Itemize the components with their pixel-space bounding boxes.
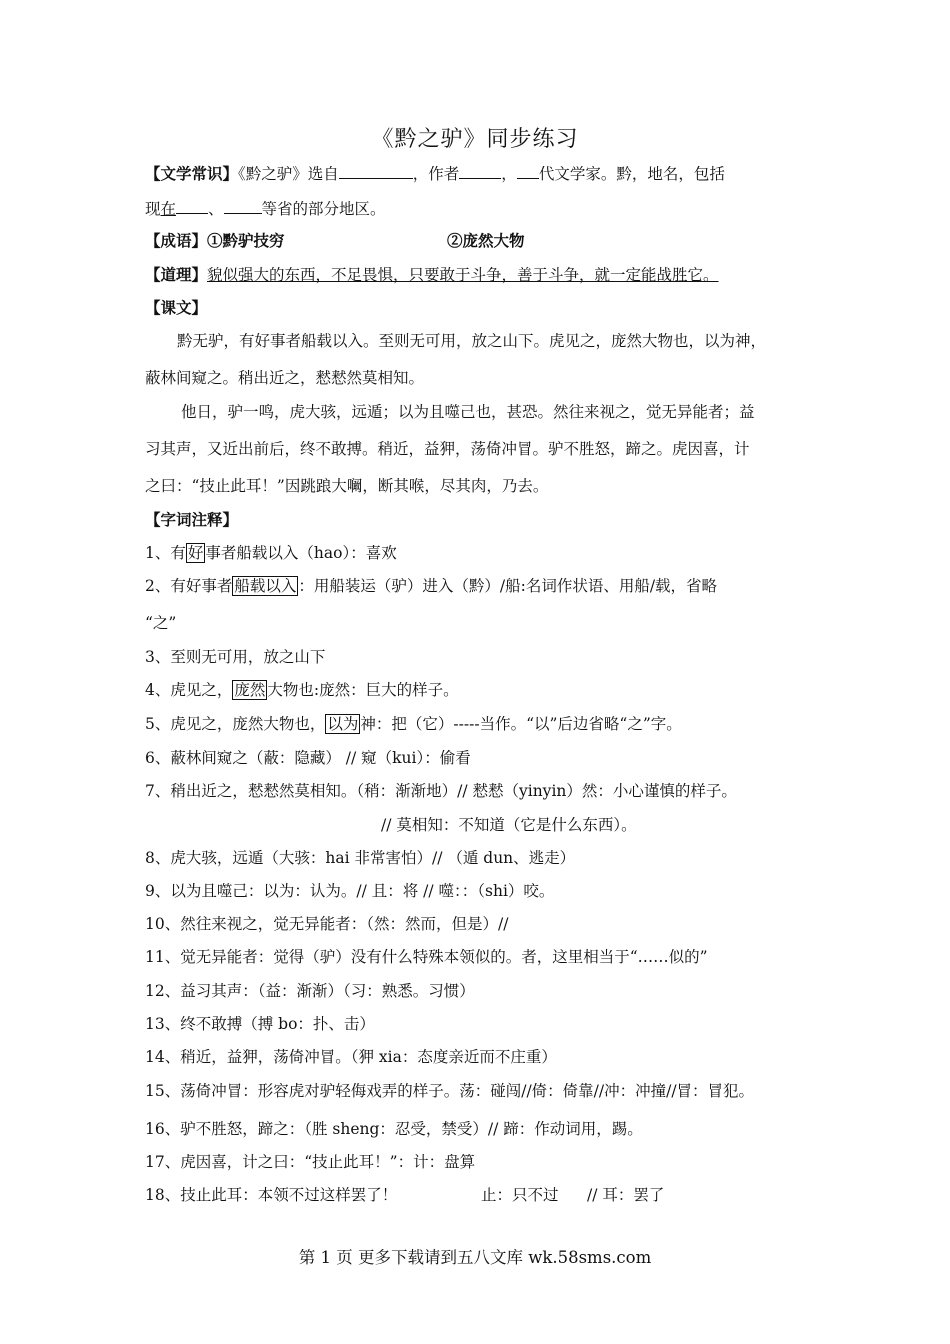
note-6: 6、蔽林间窥之（蔽：隐藏） // 窥（kui）：偷看 xyxy=(145,749,471,767)
note-17: 17、虎因喜，计之曰：“技止此耳！”：计：盘算 xyxy=(145,1153,476,1171)
note-9: 9、以为且噬己：以为：认为。// 且：将 // 噬：：（shi）咬。 xyxy=(145,882,555,900)
knowledge-line-2: 现在 、 等省的部分地区。 xyxy=(145,197,386,220)
moral-label: 【道理】 xyxy=(145,265,208,284)
note-13: 13、终不敢搏（搏 bo：扑、击） xyxy=(145,1015,375,1033)
note-15: 15、荡倚冲冒：形容虎对驴轻侮戏弄的样子。荡：碰闯//倚：倚靠//冲：冲撞//冒：冒犯。 xyxy=(145,1082,755,1100)
note-16: 16、驴不胜怒，蹄之：（胜 sheng：忍受，禁受）// 蹄：作动词用，踢。 xyxy=(145,1120,643,1138)
note-1: 1、有 好 事者船载以入（hao）：喜欢 xyxy=(145,544,397,562)
note-2: 2、有好事者 船载以入 ：用船装运（驴）进入（黔）/船:名词作状语、用船/载，省略 xyxy=(145,577,718,595)
knowledge-line-1: 【文学常识】《黔之驴》选自 ，作者 ， 代文学家。黔，地名，包括 xyxy=(145,164,725,183)
note-11: 11、觉无异能者：觉得（驴）没有什么特殊本领似的。者，这里相当于“……似的” xyxy=(145,948,708,966)
page-title: 《黔之驴》同步练习 xyxy=(371,127,579,152)
note-2-cont: “之” xyxy=(145,614,177,632)
note-18: 18、技止此耳：本领不过这样罢了！ xyxy=(145,1186,398,1204)
page-footer: 第 1 页 更多下载请到五八文库 wk.58sms.com xyxy=(298,1248,652,1267)
idiom-2: ②庞然大物 xyxy=(447,231,525,250)
notes-label: 【字词注释】 xyxy=(145,510,239,529)
blank-dynasty xyxy=(517,162,539,179)
note-10: 10、然往来视之，觉无异能者：（然：然而，但是）// xyxy=(145,915,509,933)
text-para-2c: 之曰：“技止此耳！”因跳踉大㘎，断其喉，尽其肉，乃去。 xyxy=(145,477,549,495)
moral-line xyxy=(145,264,719,286)
blank-province-2 xyxy=(224,197,262,214)
note-8: 8、虎大骇，远遁（大骇：hai 非常害怕）// （遁 dun、逃走） xyxy=(145,849,576,867)
blank-province-1 xyxy=(176,197,208,214)
note-18-c: // 耳：罢了 xyxy=(587,1186,665,1204)
note-4: 4、虎见之， 庞然 大物也:庞然：巨大的样子。 xyxy=(145,681,459,699)
note-18-b: 止：只不过 xyxy=(481,1186,559,1204)
note-7-cont: // 莫相知：不知道（它是什么东西）。 xyxy=(381,816,637,834)
idiom-1: ①黔驴技穷 xyxy=(207,231,285,250)
note-7: 7、稍出近之，慭慭然莫相知。（稍：渐渐地）// 慭慭（yinyin）然：小心谨慎的样子。 xyxy=(145,782,737,800)
text-para-1a: 黔无驴，有好事者船载以入。至则无可用，放之山下。虎见之，庞然大物也，以为神， xyxy=(177,332,767,350)
text-label: 【课文】 xyxy=(145,298,208,317)
note-5: 5、虎见之，庞然大物也， 以为 神：把（它）-----当作。“以”后边省略“之”字。 xyxy=(145,715,682,733)
moral-text: 貌似强大的东西，不足畏惧，只要敢于斗争，善于斗争，就一定能战胜它。 xyxy=(207,266,719,284)
note-3: 3、至则无可用，放之山下 xyxy=(145,648,326,666)
idioms-label: 【成语】 xyxy=(145,231,208,250)
blank-author xyxy=(459,162,501,179)
blank-source xyxy=(339,162,413,179)
note-12: 12、益习其声：（益：渐渐）（习：熟悉。习惯） xyxy=(145,982,475,1000)
text-para-1b: 蔽林间窥之。稍出近之，慭慭然莫相知。 xyxy=(145,369,425,387)
text-para-2a: 他日，驴一鸣，虎大骇，远遁；以为且噬己也，甚恐。然往来视之，觉无异能者；益 xyxy=(181,403,755,421)
knowledge-label: 【文学常识】 xyxy=(145,164,239,183)
idioms-line xyxy=(145,230,285,252)
note-14: 14、稍近，益狎，荡倚冲冒。（狎 xia：态度亲近而不庄重） xyxy=(145,1048,557,1066)
text-para-2b: 习其声，又近出前后，终不敢搏。稍近，益狎，荡倚冲冒。驴不胜怒，蹄之。虎因喜，计 xyxy=(145,440,750,458)
